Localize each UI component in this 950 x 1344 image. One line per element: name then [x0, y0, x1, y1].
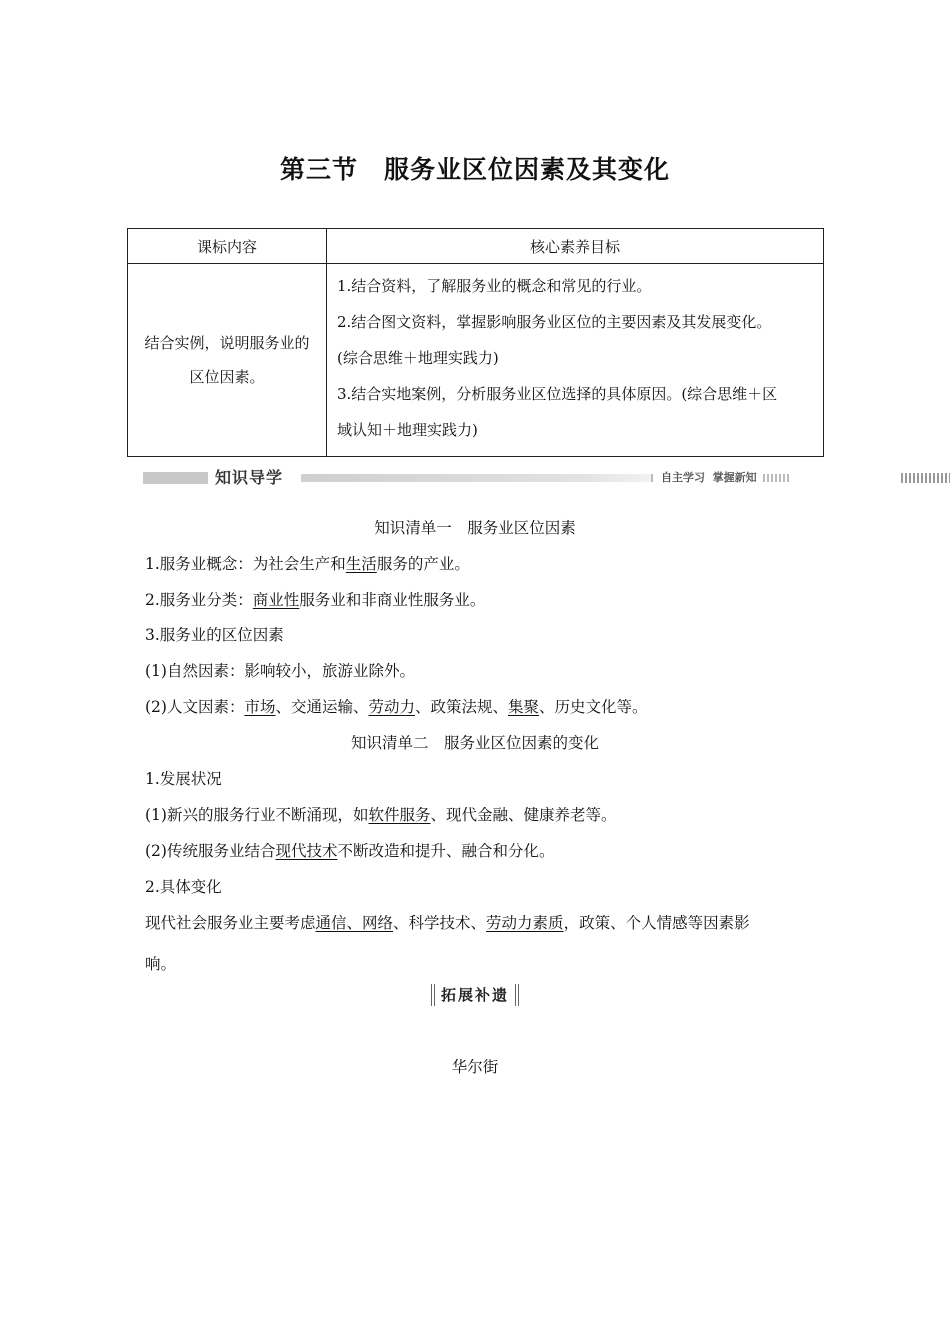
- text: 、历史文化等。: [539, 698, 648, 716]
- text: 、现代金融、健康养老等。: [430, 806, 617, 824]
- goal-line: 域认知＋地理实践力): [337, 421, 478, 439]
- text: 现代社会服务业主要考虑: [145, 914, 316, 932]
- list2-item2-text: [145, 912, 750, 934]
- list1-item3-1: (1)自然因素：影响较小，旅游业除外。: [145, 662, 415, 680]
- extension-subtitle: 华尔街: [451, 1058, 499, 1076]
- list2-title: 知识清单二 服务业区位因素的变化: [350, 734, 599, 752]
- list1-item3: 3.服务业的区位因素: [145, 626, 284, 644]
- page-title: 第三节 服务业区位因素及其变化: [279, 155, 670, 184]
- text: 服务的产业。: [376, 555, 470, 573]
- list1-title: 知识清单一 服务业区位因素: [374, 519, 576, 537]
- text: 不断改造和提升、融合和分化。: [337, 842, 555, 860]
- text: 服务业和非商业性服务业。: [299, 591, 486, 609]
- list2-item2-text-wrap: 响。: [145, 955, 177, 973]
- text: 2.服务业分类：: [145, 591, 253, 609]
- answer-blank: 生活: [345, 555, 377, 573]
- answer-blank: 劳动力: [368, 698, 416, 716]
- text: 、科学技术、: [393, 914, 487, 932]
- goal-line: 3.结合实地案例，分析服务业区位选择的具体原因。(综合思维＋区: [337, 385, 778, 403]
- curriculum-content: 结合实例，说明服务业的区位因素。: [128, 264, 327, 457]
- objectives-table: [127, 228, 824, 457]
- goal-line: (综合思维＋地理实践力): [337, 349, 499, 367]
- section-banner: [143, 467, 814, 489]
- banner-stripe-decoration: [301, 474, 651, 482]
- extension-heading: [0, 984, 950, 1006]
- list1-item3-2: [145, 696, 648, 718]
- text: 、交通运输、: [275, 698, 369, 716]
- extension-label: 拓展补遗: [431, 984, 519, 1006]
- text: (2)传统服务业结合: [145, 842, 276, 860]
- table-header-row: [128, 229, 824, 264]
- banner-bar-decoration: [143, 472, 208, 484]
- goal-line: 2.结合图文资料，掌握影响服务业区位的主要因素及其发展变化。: [337, 313, 772, 331]
- list1-item1: [145, 553, 470, 575]
- answer-blank: 软件服务: [368, 806, 431, 824]
- list1-item2: [145, 589, 485, 611]
- table-row: [128, 264, 824, 457]
- banner-dots-decoration: [901, 473, 950, 483]
- text: ，政策、个人情感等因素影: [563, 914, 750, 932]
- answer-blank: 现代技术: [275, 842, 338, 860]
- answer-blank: 通信、网络: [315, 914, 394, 932]
- answer-blank: 商业性: [252, 591, 300, 609]
- header-core-literacy: 核心素养目标: [327, 229, 824, 264]
- answer-blank: 市场: [244, 698, 276, 716]
- text: (2)人文因素：: [145, 698, 245, 716]
- answer-blank: 劳动力素质: [486, 914, 564, 932]
- banner-heading: 知识导学: [215, 468, 284, 487]
- list2-item2: 2.具体变化: [145, 878, 222, 896]
- text: 1.服务业概念：为社会生产和: [145, 555, 346, 573]
- answer-blank: 集聚: [508, 698, 540, 716]
- text: 、政策法规、: [415, 698, 509, 716]
- list2-item1-2: [145, 840, 555, 862]
- list2-item1: 1.发展状况: [145, 770, 222, 788]
- text: (1)新兴的服务行业不断涌现，如: [145, 806, 369, 824]
- list2-item1-1: [145, 804, 617, 826]
- banner-tagline: 自主学习 掌握新知: [655, 468, 763, 488]
- header-curriculum: 课标内容: [128, 229, 327, 264]
- core-literacy-goals: [327, 264, 824, 457]
- goal-line: 1.结合资料，了解服务业的概念和常见的行业。: [337, 277, 652, 295]
